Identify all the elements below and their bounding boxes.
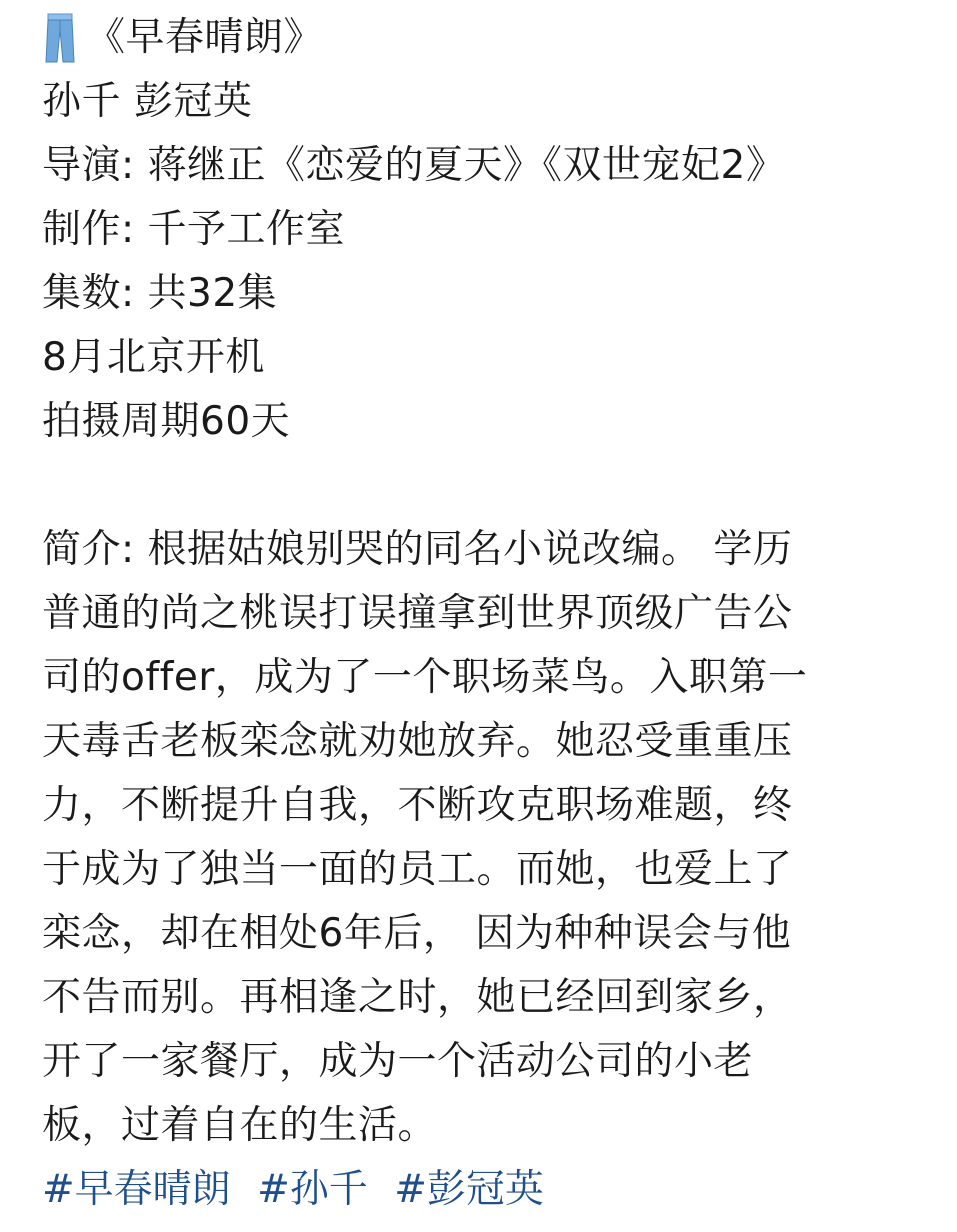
synopsis-line: 司的offer，成为了一个职场菜鸟。入职第一 [42,655,808,700]
synopsis-line: 板，过着自在的生活。 [42,1103,438,1148]
start-line: 8月北京开机 [42,335,265,380]
synopsis-line: 天毒舌老板栾念就劝她放弃。她忍受重重压 [42,719,793,764]
synopsis-line: 栾念，却在相处6年后， 因为种种误会与他 [42,911,792,956]
title-line [42,6,922,70]
synopsis-line: 不告而别。再相逢之时，她已经回到家乡， [42,975,793,1020]
drama-title: 《早春晴朗》 [86,15,324,60]
hashtag-link[interactable]: #彭冠英 [394,1167,544,1212]
post-content [42,6,922,1222]
jeans-icon [42,12,78,64]
hashtag-link[interactable]: #早春晴朗 [42,1167,231,1212]
director-line: 导演: 蒋继正《恋爱的夏天》《双世宠妃2》 [42,143,786,188]
spacer [42,454,922,518]
hashtag-link[interactable]: #孙千 [257,1167,368,1212]
synopsis [42,518,922,1158]
synopsis-line: 于成为了独当一面的员工。而她，也爱上了 [42,847,793,892]
synopsis-line: 力，不断提升自我，不断攻克职场难题，终 [42,783,793,828]
episodes-line: 集数: 共32集 [42,271,278,316]
production-line: 制作: 千予工作室 [42,207,346,252]
hashtag-row [42,1158,922,1222]
synopsis-line: 简介: 根据姑娘别哭的同名小说改编。 学历 [42,527,793,572]
period-line: 拍摄周期60天 [42,399,291,444]
synopsis-line: 普通的尚之桃误打误撞拿到世界顶级广告公 [42,591,793,636]
cast-line: 孙千 彭冠英 [42,79,253,124]
synopsis-line: 开了一家餐厅，成为一个活动公司的小老 [42,1039,754,1084]
